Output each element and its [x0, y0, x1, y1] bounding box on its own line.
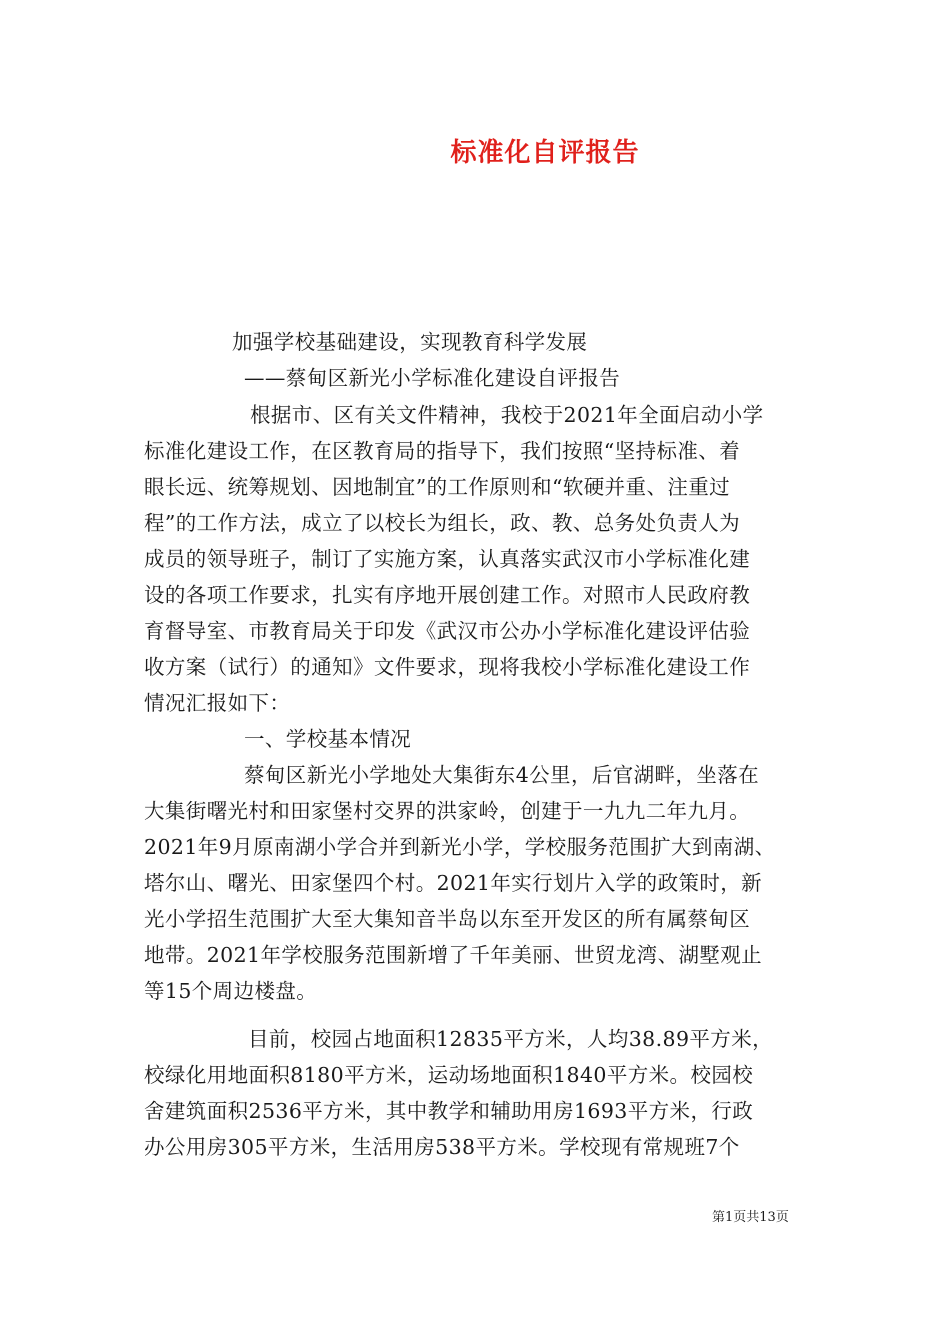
document-title: 标准化自评报告 — [450, 138, 640, 168]
paragraph-line: 蔡甸区新光小学地处大集街东4公里，后官湖畔，坐落在 — [244, 763, 760, 787]
paragraph-line: 地带。2021年学校服务范围新增了千年美丽、世贸龙湾、湖墅观止 — [144, 943, 763, 967]
section-heading: 一、学校基本情况 — [244, 727, 412, 751]
paragraph-line: 2021年9月原南湖小学合并到新光小学，学校服务范围扩大到南湖、 — [144, 835, 776, 859]
paragraph-line: 程”的工作方法，成立了以校长为组长，政、教、总务处负责人为 — [144, 511, 741, 535]
subtitle-line: ——蔡甸区新光小学标准化建设自评报告 — [244, 366, 621, 390]
paragraph-line: 等15个周边楼盘。 — [144, 979, 318, 1003]
paragraph-line: 设的各项工作要求，扎实有序地开展创建工作。对照市人民政府教 — [144, 583, 751, 607]
paragraph-line: 情况汇报如下： — [144, 691, 291, 715]
paragraph-line: 舍建筑面积2536平方米，其中教学和辅助用房1693平方米，行政 — [144, 1099, 754, 1123]
paragraph-line: 收方案（试行）的通知》文件要求，现将我校小学标准化建设工作 — [144, 655, 751, 679]
paragraph-line: 育督导室、市教育局关于印发《武汉市公办小学标准化建设评估验 — [144, 619, 751, 643]
paragraph-line: 校绿化用地面积8180平方米，运动场地面积1840平方米。校园校 — [144, 1063, 754, 1087]
subtitle-line: 加强学校基础建设，实现教育科学发展 — [232, 330, 588, 354]
paragraph-line: 眼长远、统筹规划、因地制宜”的工作原则和“软硬并重、注重过 — [144, 475, 731, 499]
paragraph-line: 标准化建设工作，在区教育局的指导下，我们按照“坚持标准、着 — [144, 439, 741, 463]
paragraph-line: 塔尔山、曙光、田家堡四个村。2021年实行划片入学的政策时，新 — [144, 871, 763, 895]
page-number-footer: 第1页共13页 — [712, 1210, 789, 1225]
paragraph-line: 光小学招生范围扩大至大集知音半岛以东至开发区的所有属蔡甸区 — [144, 907, 751, 931]
paragraph-line: 目前，校园占地面积12835平方米，人均38.89平方米， — [248, 1027, 773, 1051]
paragraph-line: 成员的领导班子，制订了实施方案，认真落实武汉市小学标准化建 — [144, 547, 751, 571]
paragraph-line: 大集街曙光村和田家堡村交界的洪家岭，创建于一九九二年九月。 — [144, 799, 751, 823]
paragraph-line: 办公用房305平方米，生活用房538平方米。学校现有常规班7个 — [144, 1135, 740, 1159]
paragraph-line: 根据市、区有关文件精神，我校于2021年全面启动小学 — [250, 403, 764, 427]
